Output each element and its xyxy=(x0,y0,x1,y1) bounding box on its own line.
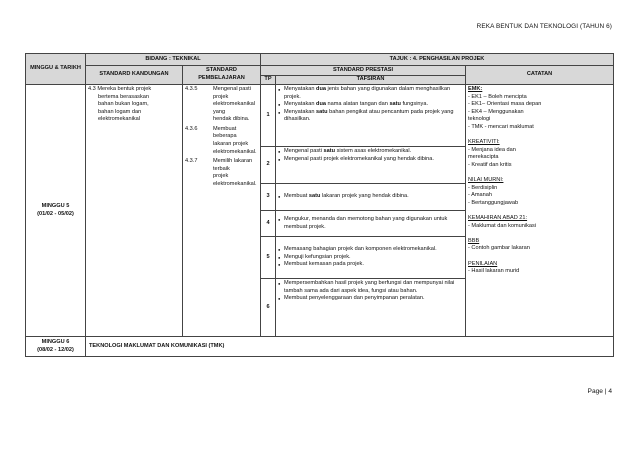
tafsiran-bullet: ● Menguji kefungsian projek. xyxy=(278,253,351,260)
bullet-icon: ● xyxy=(278,149,281,154)
catatan-cell: EMK: - EK1 – Boleh mencipta - EK1– Orientasi masa depan - EK4 – Menggunakan teknologi - TMK - mencari maklumat KREATIVITI: - Menjana idea dan merekacipta - Kreatif dan kritis NILAI MURNI: - Berdisiplin - Amanah - Bertanggungjawab KEMAHIRAN ABAD 21: - Maklumat dan komunikasi BBB - Contoh gambar lakaran PENILAIAN - Hasil lakaran murid xyxy=(466,85,614,337)
tafsiran-3 xyxy=(276,184,466,211)
kreativiti-title: KREATIVITI: xyxy=(468,139,500,146)
tafsiran-5 xyxy=(276,237,466,279)
tp-2: 2 xyxy=(261,147,276,184)
bbb-title: BBB xyxy=(468,237,480,244)
week6-label: MINGGU 6 xyxy=(41,338,70,345)
penilaian-title: PENILAIAN xyxy=(468,260,498,267)
bullet-icon: ● xyxy=(278,281,281,286)
tafsiran-bullet: ● Membuat satu lakaran projek yang hendak dibina. xyxy=(278,193,409,200)
bullet-icon: ● xyxy=(278,156,281,162)
tafsiran-4 xyxy=(276,211,466,237)
standard-kandungan-cell: 4.3 Mereka bentuk projek bertema berasaskan bahan bukan logam, bahan logam dan elektromekanikal xyxy=(86,85,183,337)
tp-4: 4 xyxy=(261,211,276,237)
tafsiran-bullet: ● Menyatakan satu bahan pengikat atau pencantum pada projek yang dihasilkan. xyxy=(278,108,454,123)
tafsiran-bullet: ● Menyatakan dua jenis bahan yang digunakan dalam menghasilkan projek. xyxy=(278,86,451,100)
bullet-icon: ● xyxy=(278,87,281,92)
bullet-icon: ● xyxy=(278,254,281,260)
kemahiran-abad-title: KEMAHIRAN ABAD 21: xyxy=(468,215,528,222)
sp-item: 4.3.7 Memilih lakaran terbaik projek elektromekanikal. xyxy=(185,157,257,187)
tp-1: 1 xyxy=(261,85,276,147)
tafsiran-bullet: ● Mengenal pasti projek elektromekanikal yang hendak dibina. xyxy=(278,155,434,162)
tp-6: 6 xyxy=(261,279,276,337)
bidang-header: BIDANG : TEKNIKAL xyxy=(86,54,261,66)
bullet-icon: ● xyxy=(278,216,281,222)
lesson-plan-table xyxy=(25,53,614,357)
week6-dates: (08/02 - 12/02) xyxy=(37,346,74,353)
week5-dates: (01/02 - 05/02) xyxy=(37,210,74,217)
tafsiran-bullet: ● Mengenal pasti satu sistem asas elektromekanikal. xyxy=(278,148,412,154)
standard-prestasi-header: STANDARD PRESTASI xyxy=(261,66,466,76)
standard-pembelajaran-header: STANDARD PEMBELAJARAN xyxy=(183,66,261,85)
tafsiran-bullet: ● Membuat penyelenggaraan dan penyimpanan peralatan. xyxy=(278,295,425,302)
bullet-icon: ● xyxy=(278,262,281,268)
tafsiran-bullet: ● Mengukur, menanda dan memotong bahan yang digunakan untuk membuat projek. xyxy=(278,215,448,230)
tp-header: TP xyxy=(261,76,276,85)
tafsiran-2 xyxy=(276,147,466,184)
tp-3: 3 xyxy=(261,184,276,211)
tafsiran-bullet: ● Membuat kemasan pada projek. xyxy=(278,261,364,268)
tafsiran-bullet: ● Menyatakan dua nama alatan tangan dan satu fungsinya. xyxy=(278,101,429,108)
bullet-icon: ● xyxy=(278,109,281,115)
page-number: Page | 4 xyxy=(587,388,612,395)
bullet-icon: ● xyxy=(278,194,281,200)
catatan-header: CATATAN xyxy=(466,66,614,85)
nilai-murni-title: NILAI MURNI: xyxy=(468,177,504,184)
tafsiran-bullet: ● Memasang bahagian projek dan komponen elektromekanikal. xyxy=(278,246,437,253)
minggu-header: MINGGU & TARIKH xyxy=(26,54,86,85)
tafsiran-header: TAFSIRAN xyxy=(276,76,466,85)
bullet-icon: ● xyxy=(278,102,281,108)
week6-cell xyxy=(26,337,86,357)
tafsiran-bullet: ● Mempersembahkan hasil projek yang berfungsi dan mempunyai nilai tambah sama ada dari aspek idea, fungsi atau bahan. xyxy=(278,280,455,294)
tp-5: 5 xyxy=(261,237,276,279)
standard-pembelajaran-cell xyxy=(183,85,261,337)
week6-topic: TEKNOLOGI MAKLUMAT DAN KOMUNIKASI (TMK) xyxy=(86,337,614,357)
sp-item: 4.3.5 Mengenal pasti projek elektromekanikal yang hendak dibina. xyxy=(185,86,255,123)
tafsiran-6 xyxy=(276,279,466,337)
sp-item: 4.3.6 Membuat beberapa lakaran projek elektromekanikal. xyxy=(185,125,257,155)
standard-kandungan-header: STANDARD KANDUNGAN xyxy=(86,66,183,85)
bullet-icon: ● xyxy=(278,247,281,253)
bullet-icon: ● xyxy=(278,296,281,302)
tafsiran-1 xyxy=(276,85,466,147)
week5-cell xyxy=(26,85,86,337)
emk-title: EMK: xyxy=(468,86,483,92)
document-header: REKA BENTUK DAN TEKNOLOGI (TAHUN 6) xyxy=(476,23,612,30)
week5-label: MINGGU 5 xyxy=(41,202,70,209)
tajuk-header: TAJUK : 4. PENGHASILAN PROJEK xyxy=(261,54,614,66)
